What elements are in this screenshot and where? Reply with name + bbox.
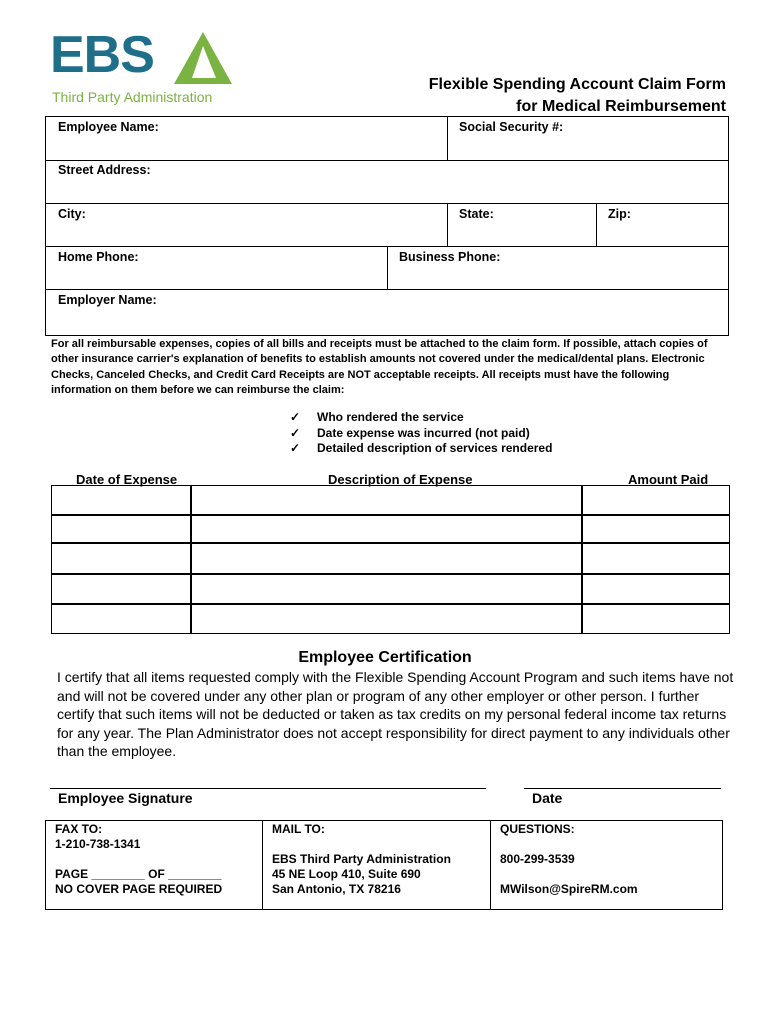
check-icon: ✓ [290, 425, 301, 440]
employer-name-label: Employer Name: [58, 293, 157, 307]
checklist-item: ✓ Detailed description of services rendered [290, 441, 553, 455]
fax-label: FAX TO: [55, 822, 103, 836]
certification-title: Employee Certification [298, 649, 472, 666]
state-label: State: [459, 207, 494, 221]
employee-signature-label: Employee Signature [58, 790, 193, 806]
checklist-item: ✓ Who rendered the service [290, 410, 464, 424]
mail-address-line1: EBS Third Party Administration [272, 852, 451, 866]
instructions-paragraph: For all reimbursable expenses, copies of all bills and receipts must be attached to the claim form. If possible, attach copies of other insurance carrier's explanation of benefits to establish amounts not covered under the medical/dental plans. Electronic Checks, Canceled Checks, and Credit Card Receipts are NOT acceptable receipts. All receipts must have the following information on them before we can reimburse the claim: [51, 338, 708, 396]
checklist-item: ✓ Date expense was incurred (not paid) [290, 425, 530, 440]
questions-email[interactable]: MWilson@SpireRM.com [500, 882, 638, 896]
page-count-field[interactable]: PAGE ________ OF ________ [55, 867, 222, 881]
check-icon: ✓ [290, 441, 301, 455]
mail-address-line3: San Antonio, TX 78216 [272, 882, 401, 896]
no-cover-note: NO COVER PAGE REQUIRED [55, 882, 223, 896]
ssn-label: Social Security #: [459, 120, 564, 134]
questions-label: QUESTIONS: [500, 822, 575, 836]
street-address-label: Street Address: [58, 163, 151, 177]
mail-address-line2: 45 NE Loop 410, Suite 690 [272, 867, 421, 881]
fax-number: 1-210-738-1341 [55, 837, 141, 851]
date-label: Date [532, 790, 563, 806]
mail-label: MAIL TO: [272, 822, 325, 836]
form-title-line2: for Medical Reimbursement [516, 98, 726, 115]
questions-section [500, 822, 638, 897]
mountain-logo-icon [172, 30, 234, 86]
questions-phone: 800-299-3539 [500, 852, 575, 866]
signature-line[interactable] [50, 788, 486, 789]
date-column-header: Date of Expense [76, 472, 178, 487]
form-title-line1: Flexible Spending Account Claim Form [428, 76, 726, 93]
receipt-requirements-list [290, 410, 552, 457]
form-title [429, 74, 726, 118]
footer-divider [262, 820, 263, 910]
zip-label: Zip: [608, 207, 631, 221]
check-icon: ✓ [290, 410, 301, 424]
city-label: City: [58, 207, 86, 221]
employee-name-label: Employee Name: [58, 120, 159, 134]
date-line[interactable] [524, 788, 721, 789]
mail-section [272, 822, 451, 897]
city-field[interactable] [45, 203, 448, 247]
footer-divider [490, 820, 491, 910]
logo-tagline: Third Party Administration [52, 89, 213, 105]
home-phone-label: Home Phone: [58, 250, 139, 264]
fax-section [55, 822, 222, 897]
amount-column-header: Amount Paid [628, 472, 709, 487]
expense-table[interactable] [51, 485, 731, 635]
logo-wordmark: EBS [50, 26, 154, 84]
description-column-header: Description of Expense [328, 472, 473, 487]
business-phone-label: Business Phone: [399, 250, 501, 264]
certification-text: I certify that all items requested comply with the Flexible Spending Account Program and such items have not and will not be covered under any other plan or program of any other employer or other person. I further certify that such items will not be deducted or taken as tax credits on my personal federal income tax returns for any year. The Plan Administrator does not accept responsibility for direct payment to any individuals other than the employee. [57, 669, 734, 759]
